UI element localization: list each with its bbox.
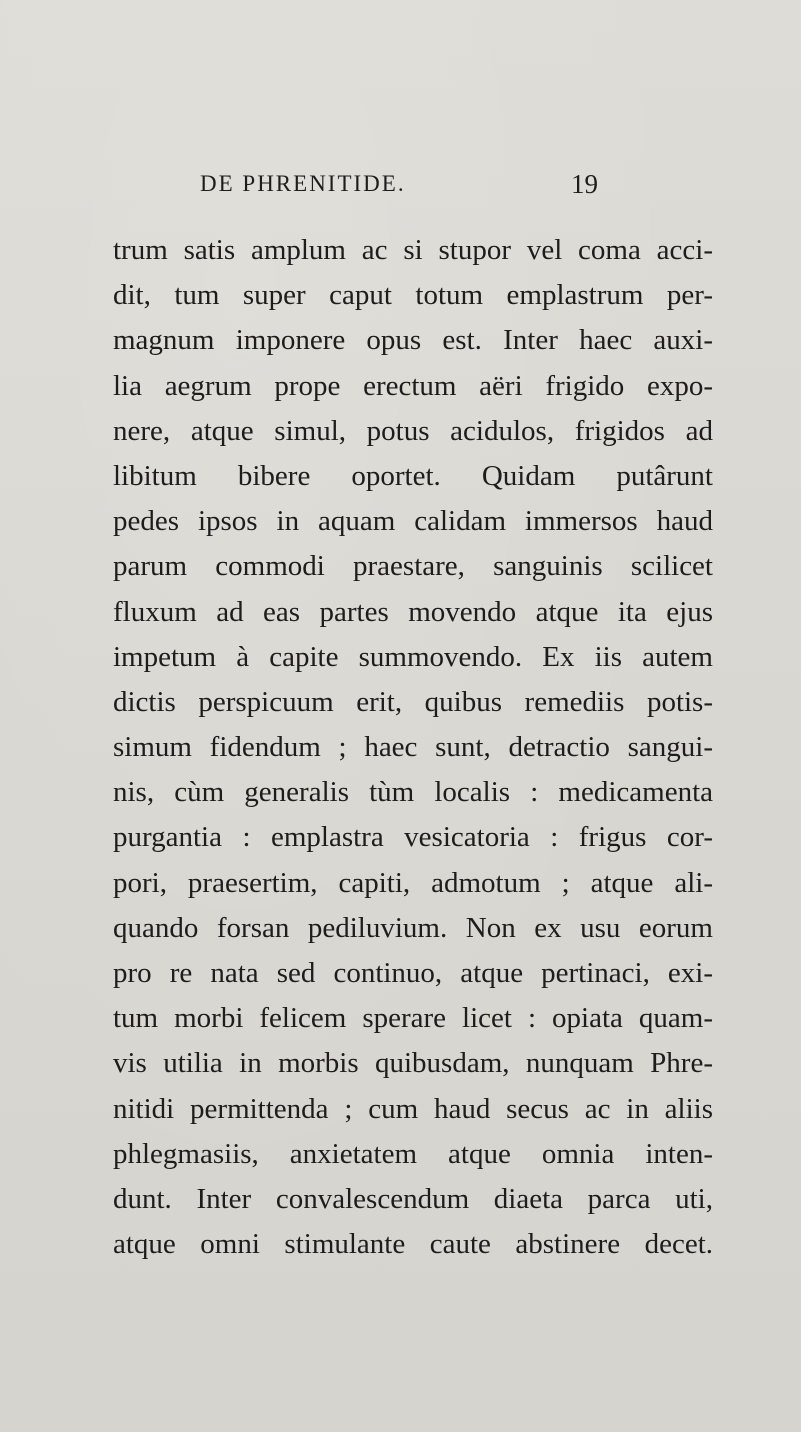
text-line: impetum à capite summovendo. Ex iis autem (113, 640, 713, 673)
text-line: atque omni stimulante caute abstinere decet. (113, 1228, 713, 1261)
text-line: libitum bibere oportet. Quidam putârunt (113, 459, 713, 492)
running-head-title: DE PHRENITIDE. (200, 171, 406, 196)
text-line: fluxum ad eas partes movendo atque ita ejus (113, 595, 713, 628)
page-number: 19 (571, 169, 598, 199)
text-line: nis, cùm generalis tùm localis : medicamenta (113, 776, 713, 809)
text-line: pedes ipsos in aquam calidam immersos haud (113, 505, 713, 538)
body-text (113, 228, 713, 1267)
text-line: dit, tum super caput totum emplastrum per- (113, 279, 713, 312)
text-line: lia aegrum prope erectum aëri frigido expo- (113, 369, 713, 402)
text-line: pro re nata sed continuo, atque pertinaci, exi- (113, 957, 713, 989)
text-line: vis utilia in morbis quibusdam, nunquam Phre- (113, 1047, 713, 1080)
text-line: magnum imponere opus est. Inter haec auxi- (113, 324, 713, 357)
text-line: phlegmasiis, anxietatem atque omnia inten- (113, 1137, 713, 1170)
text-line: nitidi permittenda ; cum haud secus ac in aliis (113, 1092, 713, 1125)
text-line: nere, atque simul, potus acidulos, frigidos ad (113, 414, 713, 447)
text-line: tum morbi felicem sperare licet : opiata quam- (113, 1002, 713, 1035)
text-line: dunt. Inter convalescendum diaeta parca uti, (113, 1182, 713, 1215)
text-line: dictis perspicuum erit, quibus remediis potis- (113, 685, 713, 718)
running-head (200, 166, 600, 202)
text-line: parum commodi praestare, sanguinis scilicet (113, 550, 713, 583)
text-line: quando forsan pediluvium. Non ex usu eorum (113, 911, 713, 944)
text-line: trum satis amplum ac si stupor vel coma acci- (113, 234, 713, 266)
text-line: pori, praesertim, capiti, admotum ; atque ali- (113, 866, 713, 899)
text-line: purgantia : emplastra vesicatoria : frigus cor- (113, 821, 713, 854)
text-line: simum fidendum ; haec sunt, detractio sangui- (113, 731, 713, 764)
